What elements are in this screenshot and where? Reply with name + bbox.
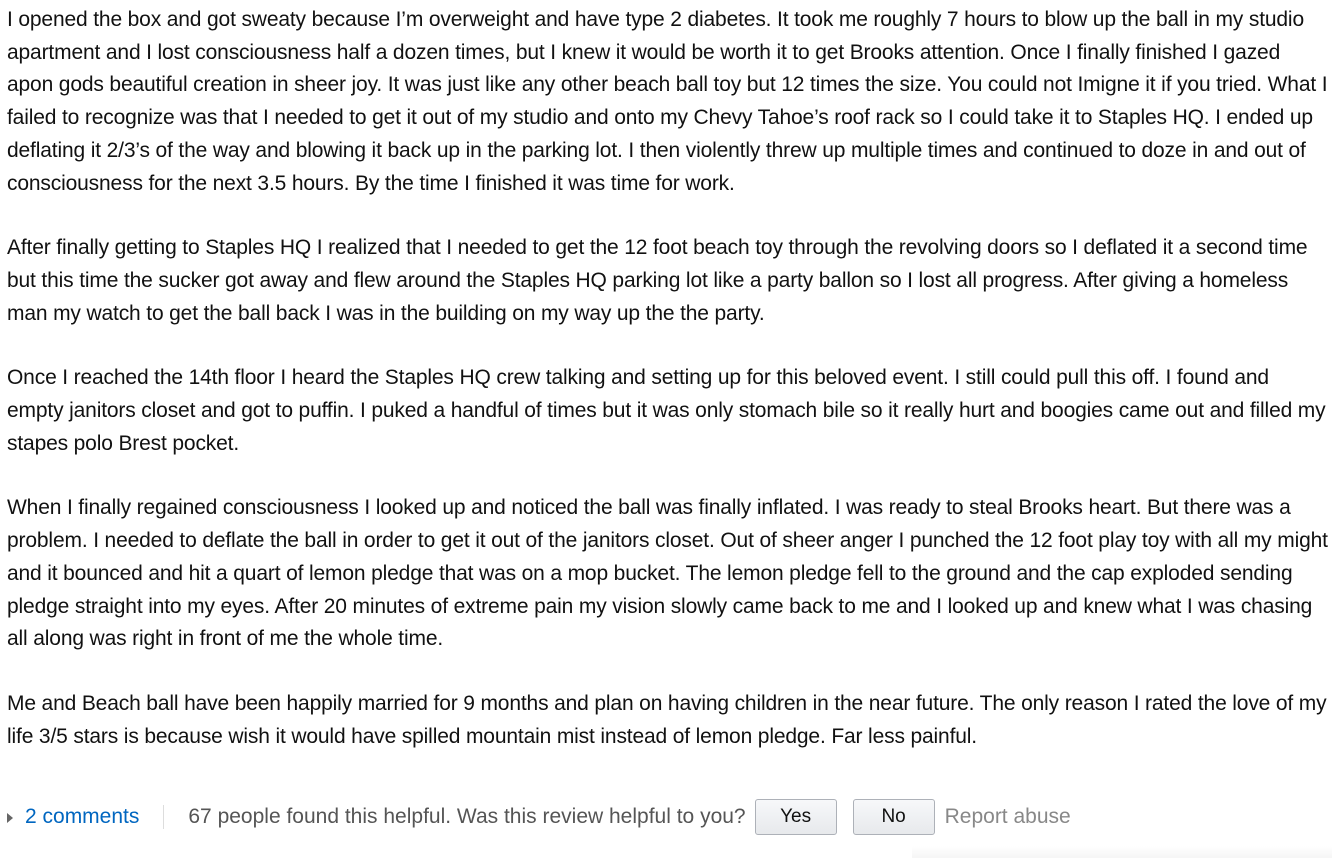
review-paragraph-5: Me and Beach ball have been happily married for 9 months and plan on having children in the near future. The only reason I rated the love of my life 3/5 stars is because wish it would have spilled mountain mist instead of lemon pledge. Far less painful.	[7, 691, 1327, 748]
comments-toggle[interactable]	[7, 805, 139, 829]
caret-right-icon[interactable]	[7, 813, 13, 823]
review-paragraph-4: When I finally regained consciousness I looked up and noticed the ball was finally inflated. I was ready to steal Brooks heart. But there was a problem. I needed to deflate the ball in order to get it out of the janitors closet. Out of sheer anger I punched the 12 foot play toy with all my might and it bounced and hit a quart of lemon pledge that was on a mop bucket. The lemon pledge fell to the ground and the cap exploded sending pledge straight into my eyes. After 20 minutes of extreme pain my vision slowly came back to me and I looked up and knew what I was chasing all along was right in front of me the whole time.	[7, 496, 1328, 651]
divider	[163, 805, 164, 829]
helpful-yes-button[interactable]: Yes	[755, 799, 837, 835]
review-paragraph-2: After finally getting to Staples HQ I realized that I needed to get the 12 foot beach toy through the revolving doors so I deflated it a second time but this time the sucker got away and flew around the Staples HQ parking lot like a party ballon so I lost all progress. After giving a homeless man my watch to get the ball back I was in the building on my way up the the party.	[7, 236, 1308, 325]
report-abuse-link[interactable]: Report abuse	[944, 805, 1071, 828]
review-actions-bar	[7, 797, 1071, 837]
review-paragraph-1: I opened the box and got sweaty because I’m overweight and have type 2 diabetes. It took me roughly 7 hours to blow up the ball in my studio apartment and I lost consciousness half a dozen times, but I knew it would be worth it to get Brooks attention. Once I finally finished I gazed apon gods beautiful creation in sheer joy. It was just like any other beach ball toy but 12 times the size. You could not Imigne it if you tried. What I failed to recognize was that I needed to get it out of my studio and onto my Chevy Tahoe’s roof rack so I could take it to Staples HQ. I ended up deflating it 2/3’s of the way and blowing it back up in the parking lot. I then violently threw up multiple times and continued to doze in and out of consciousness for the next 3.5 hours. By the time I finished it was time for work.	[7, 8, 1328, 195]
review-paragraph-3: Once I reached the 14th floor I heard the Staples HQ crew talking and setting up for this beloved event. I still could pull this off. I found and empty janitors closet and got to puffin. I puked a handful of times but it was only stomach bile so it really hurt and boogies came out and filled my stapes polo Brest pocket.	[7, 366, 1326, 455]
helpful-count-text: 67 people found this helpful. Was this review helpful to you?	[188, 805, 746, 828]
review-body	[7, 4, 1329, 753]
page-edge-shadow	[912, 846, 1332, 858]
comments-link[interactable]: 2 comments	[25, 805, 140, 828]
helpful-no-button[interactable]: No	[853, 799, 935, 835]
